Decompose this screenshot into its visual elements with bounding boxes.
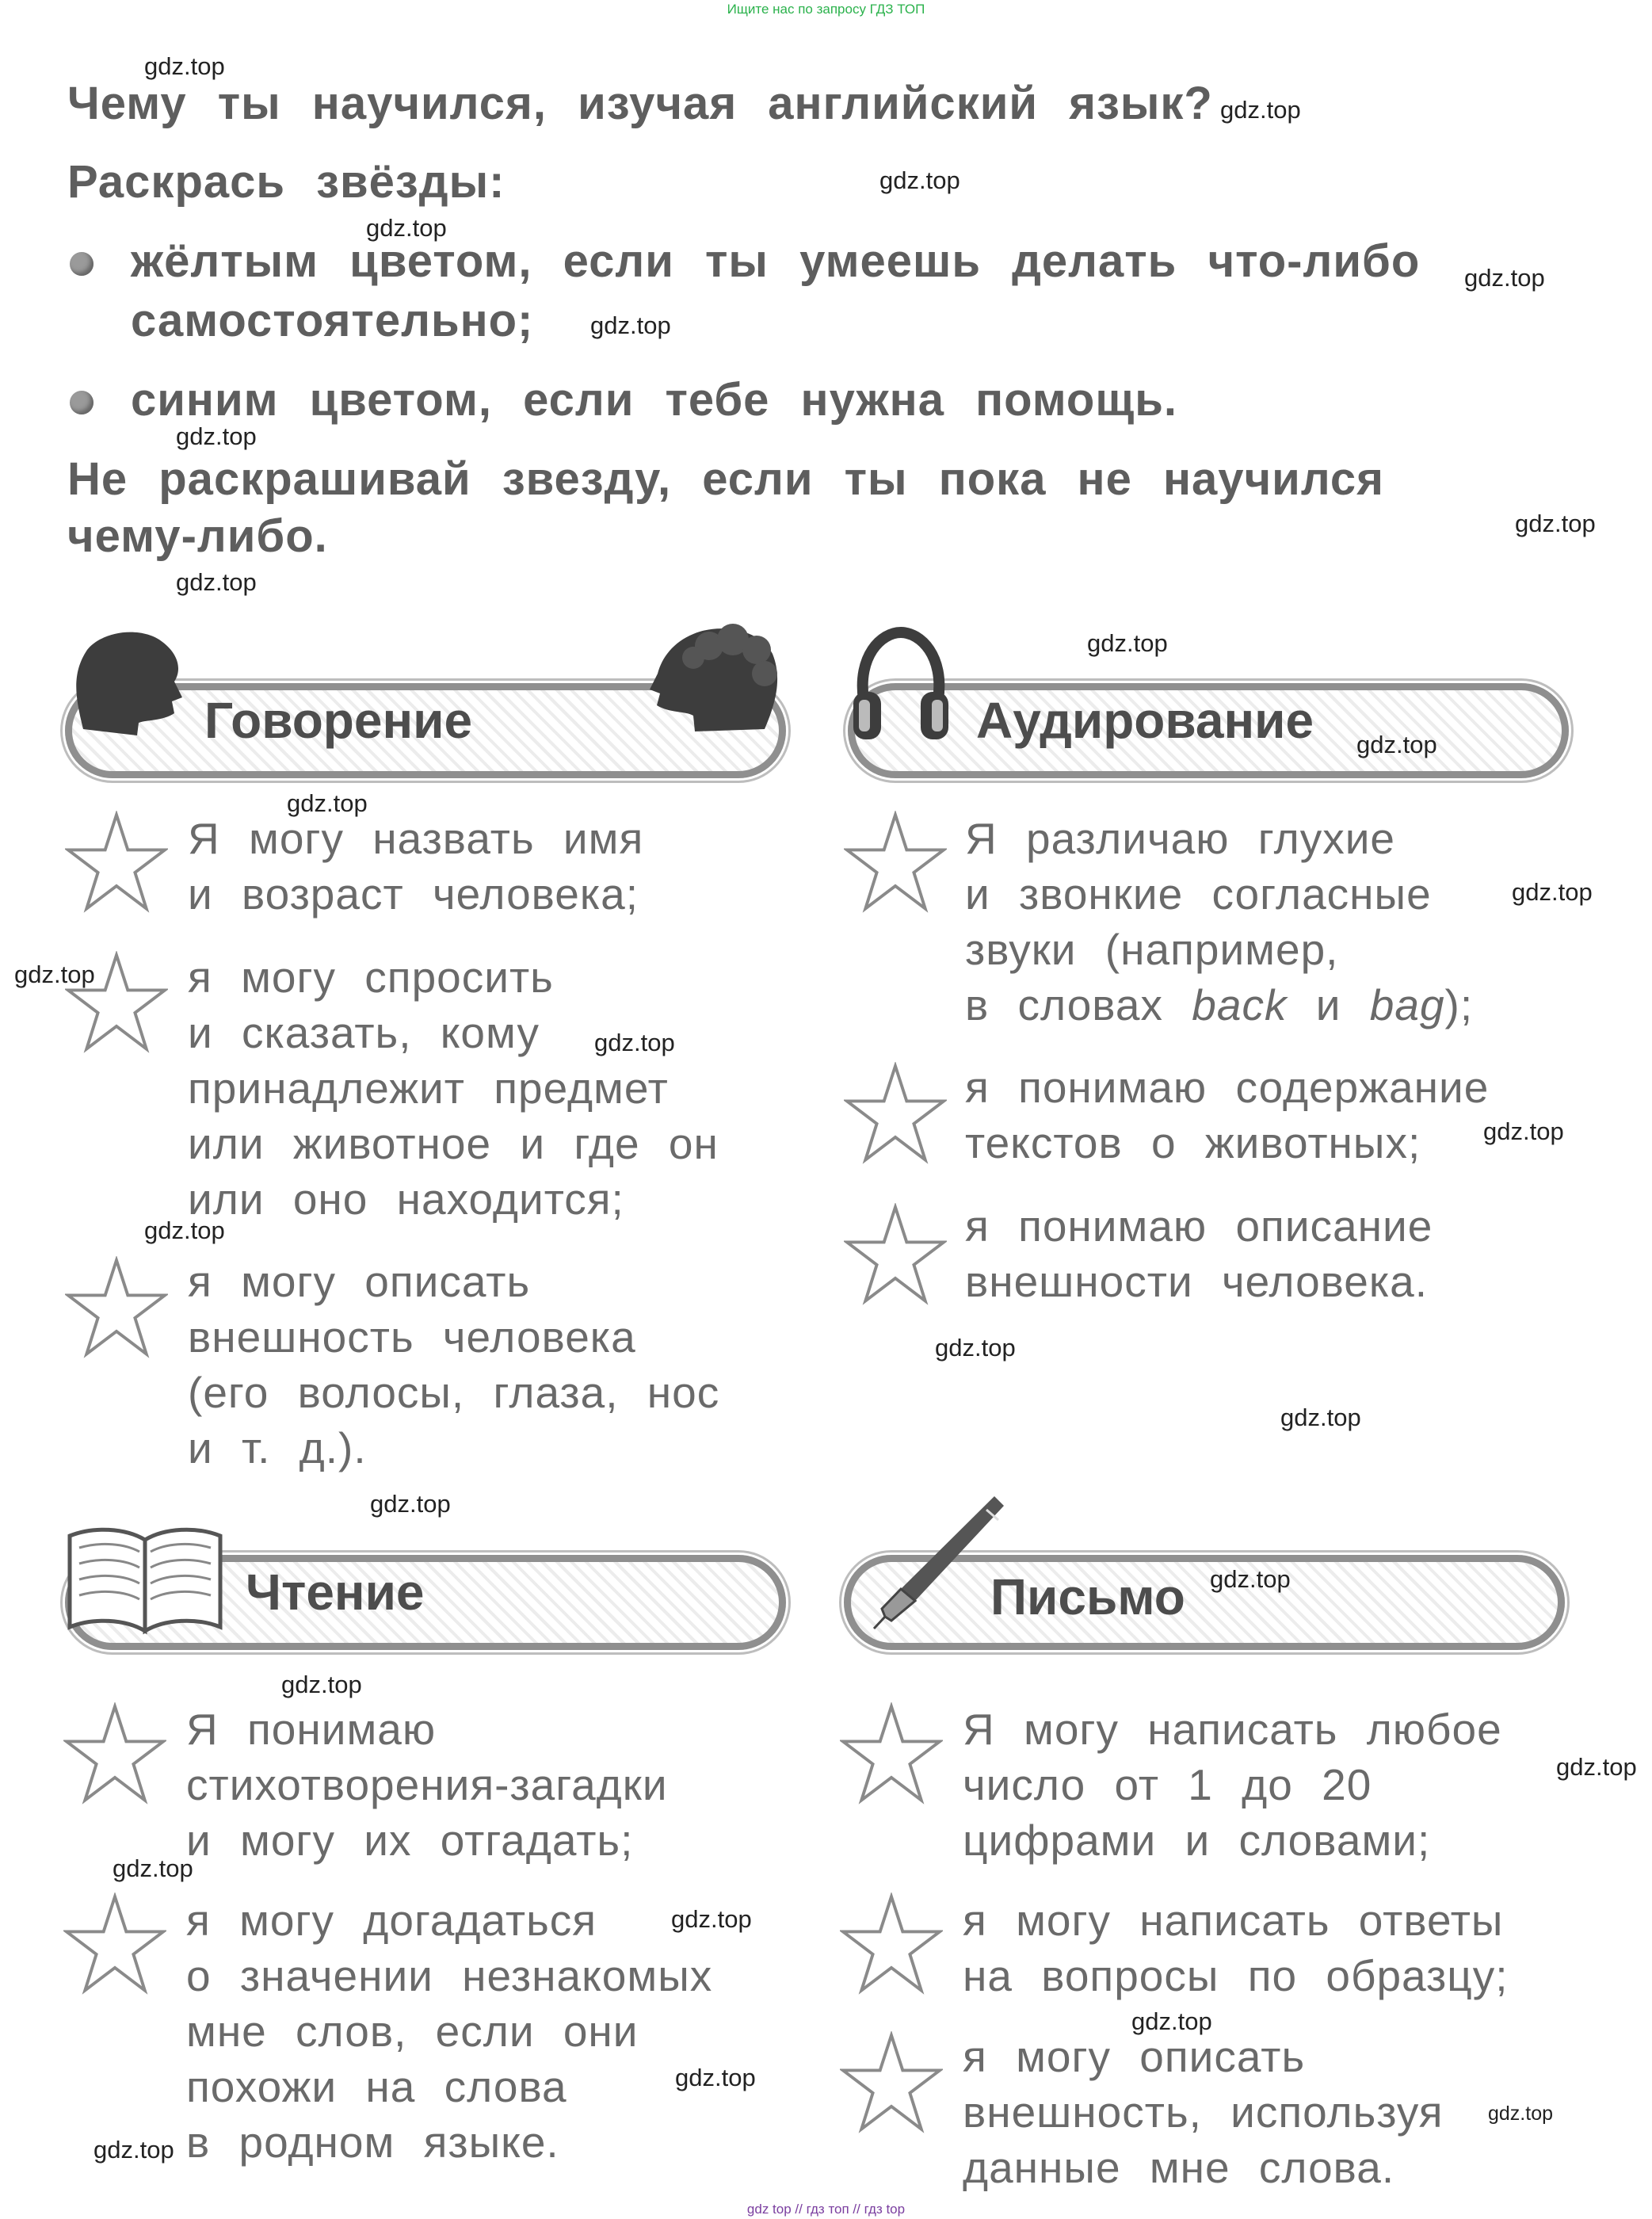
watermark: gdz.top (1488, 2103, 1554, 2125)
watermark: gdz.top (1483, 1117, 1564, 1145)
item-line: Я могу написать любое (963, 1705, 1502, 1754)
item-line: стихотворения-загадки (186, 1760, 668, 1809)
watermark: gdz.top (594, 1029, 675, 1056)
head-silhouette-left-icon (67, 626, 186, 737)
head-silhouette-right-icon (646, 622, 784, 733)
item-line: или животное и где он (188, 1119, 719, 1168)
item-line: Я различаю глухие (965, 814, 1396, 863)
bullet-dot (70, 391, 93, 414)
bullet-yellow-line2: самостоятельно; (131, 295, 534, 346)
watermark: gdz.top (1220, 96, 1301, 124)
item-line: внешность, используя (963, 2087, 1444, 2137)
note-line2: чему-либо. (67, 510, 328, 562)
watermark: gdz.top (1280, 1404, 1361, 1431)
item-line: я могу догадаться (186, 1896, 597, 1945)
item-line: в родном языке. (186, 2118, 559, 2167)
watermark: gdz.top (176, 422, 257, 450)
top-banner: Ищите нас по запросу ГДЗ ТОП (727, 2, 925, 17)
item-line: я понимаю содержание (965, 1063, 1490, 1112)
star-checkbox[interactable] (63, 1892, 166, 1996)
note-line1: Не раскрашивай звезду, если ты пока не научился (67, 453, 1385, 505)
watermark: gdz.top (1210, 1565, 1291, 1593)
star-checkbox[interactable] (840, 1892, 943, 1996)
item-line: я понимаю описание (965, 1201, 1433, 1251)
star-checkbox[interactable] (844, 1203, 947, 1306)
item-line: и могу их отгадать; (186, 1816, 634, 1865)
example-word-bag: bag (1369, 980, 1445, 1029)
star-checkbox[interactable] (840, 2031, 943, 2134)
watermark: gdz.top (366, 214, 447, 242)
reading-title: Чтение (246, 1564, 425, 1621)
item-line: я могу спросить (188, 953, 554, 1002)
bullet-yellow-line1: жёлтым цветом, если ты умеешь делать что-либо (131, 235, 1421, 287)
watermark: gdz.top (144, 1216, 225, 1244)
writing-title: Письмо (990, 1568, 1185, 1625)
watermark: gdz.top (1515, 510, 1596, 537)
listening-title: Аудирование (976, 692, 1314, 749)
item-line: и возраст человека; (188, 869, 639, 919)
item-line: похожи на слова (186, 2062, 567, 2111)
star-checkbox[interactable] (844, 811, 947, 914)
watermark: gdz.top (671, 1905, 752, 1933)
item-line: число от 1 до 20 (963, 1760, 1372, 1809)
star-checkbox[interactable] (65, 811, 168, 914)
item-line (965, 977, 1473, 1033)
speaking-title: Говорение (204, 692, 473, 749)
item-line: или оно находится; (188, 1174, 624, 1224)
item-line: внешности человека. (965, 1257, 1429, 1306)
item-line: и сказать, кому (188, 1008, 540, 1057)
star-checkbox[interactable] (65, 1256, 168, 1359)
item-line: текстов о животных; (965, 1118, 1421, 1167)
watermark: gdz.top (93, 2136, 174, 2164)
watermark: gdz.top (281, 1671, 362, 1698)
open-book-icon (62, 1520, 228, 1639)
watermark: gdz.top (590, 311, 671, 339)
watermark: gdz.top (1356, 731, 1437, 758)
watermark: gdz.top (1464, 264, 1545, 292)
item-line: и т. д.). (188, 1423, 367, 1472)
item-line: звуки (например, (965, 925, 1339, 974)
item-line: принадлежит предмет (188, 1064, 669, 1113)
watermark: gdz.top (1131, 2007, 1212, 2035)
bullet-dot (70, 252, 93, 276)
watermark: gdz.top (287, 789, 368, 817)
example-word-back: back (1192, 980, 1288, 1029)
item-line: мне слов, если они (186, 2007, 639, 2056)
watermark: gdz.top (879, 166, 960, 194)
item-line: я могу описать (188, 1257, 531, 1306)
text-fragment: в словах (965, 980, 1192, 1029)
watermark: gdz.top (1087, 629, 1168, 657)
watermark: gdz.top (144, 52, 225, 80)
star-checkbox[interactable] (844, 1062, 947, 1165)
bottom-banner: gdz top // гдз топ // гдз top (746, 2202, 906, 2217)
fountain-pen-icon (868, 1490, 1010, 1633)
star-checkbox[interactable] (840, 1702, 943, 1805)
item-line: данные мне слова. (963, 2143, 1395, 2192)
item-line: внешность человека (188, 1312, 636, 1362)
text-fragment: ); (1444, 980, 1474, 1029)
text-fragment: и (1287, 980, 1370, 1029)
watermark: gdz.top (113, 1854, 193, 1882)
watermark: gdz.top (935, 1334, 1016, 1362)
headphones-icon (849, 624, 952, 743)
item-line: я могу описать (963, 2032, 1306, 2081)
watermark: gdz.top (675, 2064, 756, 2091)
watermark: gdz.top (1556, 1753, 1637, 1781)
item-line: Я понимаю (186, 1705, 437, 1754)
instruction-heading: Раскрась звёзды: (67, 156, 506, 208)
bullet-blue: синим цветом, если тебе нужна помощь. (131, 374, 1178, 426)
item-line: (его волосы, глаза, нос (188, 1368, 720, 1417)
item-line: я могу написать ответы (963, 1896, 1504, 1945)
item-line: на вопросы по образцу; (963, 1951, 1509, 2000)
item-line: цифрами и словами; (963, 1816, 1431, 1865)
item-line: и звонкие согласные (965, 869, 1432, 919)
watermark: gdz.top (14, 961, 95, 988)
star-checkbox[interactable] (63, 1702, 166, 1805)
watermark: gdz.top (176, 568, 257, 596)
item-line: о значении незнакомых (186, 1951, 713, 2000)
watermark: gdz.top (370, 1490, 451, 1518)
watermark: gdz.top (1512, 878, 1593, 906)
item-line: Я могу назвать имя (188, 814, 644, 863)
question-heading: Чему ты научился, изучая английский язык? (67, 78, 1213, 129)
